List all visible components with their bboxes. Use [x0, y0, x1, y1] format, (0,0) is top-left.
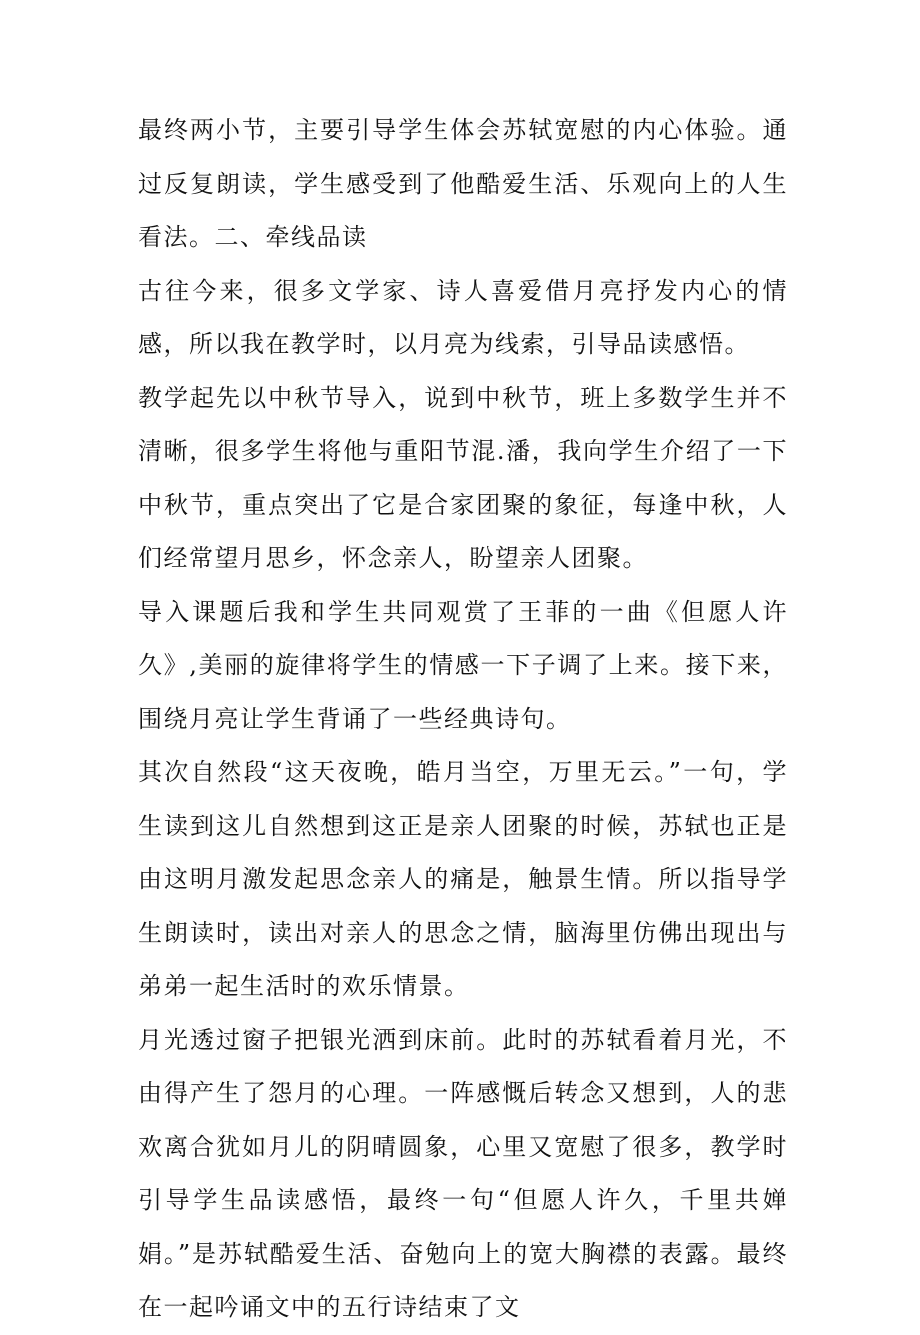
paragraph-2: 古往今来，很多文学家、诗人喜爱借月亮抒发内心的情感，所以我在教学时，以月亮为线索，引导品读感悟。 [138, 276, 788, 358]
paragraph-5: 其次自然段“这天夜晚，皓月当空，万里无云。”一句，学生读到这儿自然想到这正是亲人团聚的时候，苏轼也正是由这明月激发起思念亲人的痛是，触景生情。所以指导学生朗读时，读出对亲人的思念之情，脑海里仿佛出现出与弟弟一起生活时的欢乐情景。 [138, 758, 788, 1000]
paragraph-6: 月光透过窗子把银光洒到床前。此时的苏轼看着月光，不由得产生了怨月的心理。一阵感慨后转念又想到，人的悲欢离合犹如月儿的阴晴圆象，心里又宽慰了很多，教学时引导学生品读感悟，最终一句“但愿人许久，千里共婵娟。”是苏轼酷爱生活、奋勉向上的宽大胸襟的表露。最终在一起吟诵文中的五行诗结束了文 [138, 1025, 788, 1321]
paragraph-4: 导入课题后我和学生共同观赏了王菲的一曲《但愿人许久》,美丽的旋律将学生的情感一下子调了上来。接下来，围绕月亮让学生背诵了一些经典诗句。 [138, 597, 788, 733]
document-body [138, 104, 788, 1335]
paragraph-1: 最终两小节，主要引导学生体会苏轼宽慰的内心体验。通过反复朗读，学生感受到了他酷爱生活、乐观向上的人生看法。二、牵线品读 [138, 116, 788, 251]
paragraph-3: 教学起先以中秋节导入，说到中秋节，班上多数学生并不清晰，很多学生将他与重阳节混.潘，我向学生介绍了一下中秋节，重点突出了它是合家团聚的象征，每逢中秋，人们经常望月思乡，怀念亲人，盼望亲人团聚。 [138, 383, 788, 572]
